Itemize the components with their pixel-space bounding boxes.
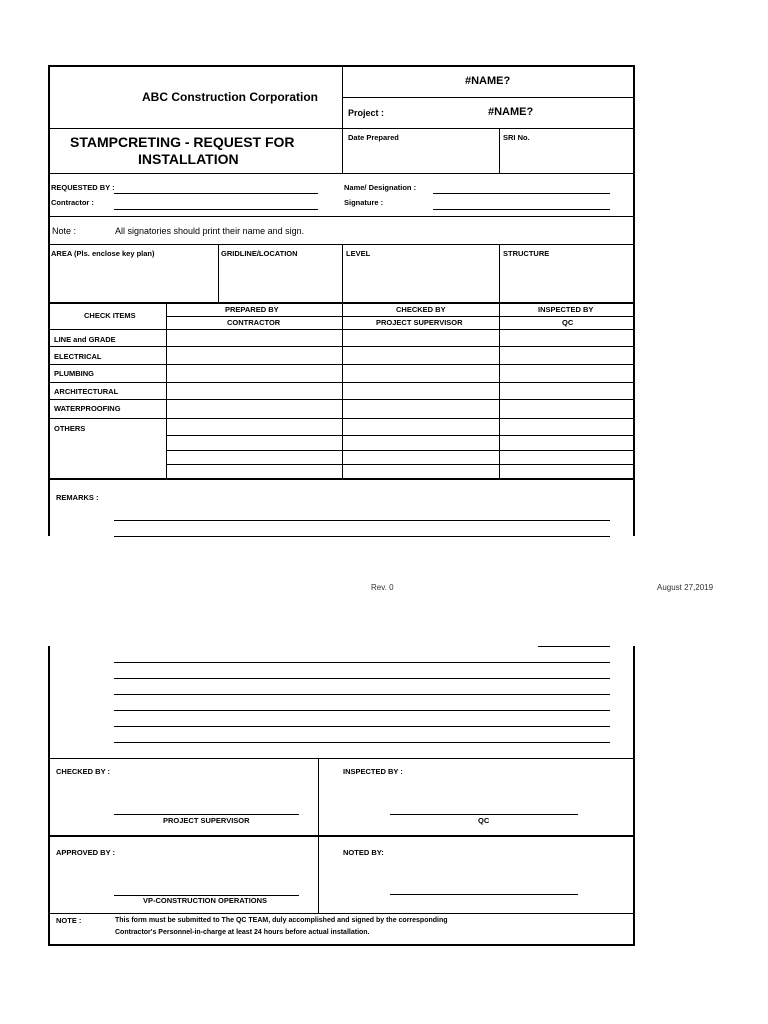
remarks-line[interactable] (114, 662, 610, 663)
project-supervisor-header: PROJECT SUPERVISOR (376, 318, 463, 327)
final-note-line2: Contractor's Personnel-in-charge at least 24 hours before actual installation. (115, 929, 370, 936)
contractor-header: CONTRACTOR (227, 318, 281, 327)
noted-by-signature-line[interactable] (390, 894, 578, 895)
remarks-line[interactable] (114, 710, 610, 711)
name-error-top: #NAME? (465, 75, 511, 87)
remarks-line[interactable] (114, 694, 610, 695)
final-note-line1: This form must be submitted to The QC TEAM, duly accomplished and signed by the corresponding (115, 917, 448, 924)
company-name: ABC Construction Corporation (142, 90, 318, 104)
supervisor-signature-line[interactable] (114, 814, 299, 815)
revision-date: August 27,2019 (657, 583, 714, 592)
requested-by-label: REQUESTED BY : (51, 183, 115, 192)
structure-label: STRUCTURE (503, 249, 550, 258)
qc-role: QC (478, 816, 490, 825)
prepared-by-header: PREPARED BY (225, 305, 279, 314)
name-designation-line[interactable] (433, 193, 610, 194)
project-value: #NAME? (488, 106, 534, 118)
check-item-architectural: ARCHITECTURAL (54, 387, 119, 396)
check-item-electrical: ELECTRICAL (54, 352, 102, 361)
approved-by-label: APPROVED BY : (56, 848, 116, 857)
form-title-line2: INSTALLATION (138, 151, 239, 167)
signature-label: Signature : (344, 198, 384, 207)
supervisor-role: PROJECT SUPERVISOR (163, 816, 250, 825)
check-item-waterproofing: WATERPROOFING (54, 404, 121, 413)
remarks-line[interactable] (114, 678, 610, 679)
noted-by-label: NOTED BY: (343, 848, 384, 857)
remarks-line[interactable] (538, 646, 610, 647)
checked-by-header: CHECKED BY (396, 305, 446, 314)
contractor-line[interactable] (114, 209, 318, 210)
gridline-label: GRIDLINE/LOCATION (221, 249, 298, 258)
name-designation-label: Name/ Designation : (344, 183, 417, 192)
remarks-line[interactable] (114, 726, 610, 727)
remarks-line[interactable] (114, 742, 610, 743)
check-items-header: CHECK ITEMS (84, 311, 136, 320)
qc-header: QC (562, 318, 574, 327)
remarks-label: REMARKS : (56, 493, 99, 502)
date-prepared-label: Date Prepared (348, 133, 399, 142)
check-item-others: OTHERS (54, 424, 86, 433)
inspected-by-label: INSPECTED BY : (343, 767, 403, 776)
check-item-plumbing: PLUMBING (54, 369, 94, 378)
form-title-line1: STAMPCRETING - REQUEST FOR (70, 134, 295, 150)
revision-label: Rev. 0 (371, 583, 394, 592)
remarks-line[interactable] (114, 536, 610, 537)
inspected-by-header: INSPECTED BY (538, 305, 594, 314)
vp-role: VP-CONSTRUCTION OPERATIONS (143, 896, 268, 905)
requested-by-line[interactable] (114, 193, 318, 194)
area-label: AREA (Pls. enclose key plan) (51, 249, 155, 258)
remarks-line[interactable] (114, 520, 610, 521)
contractor-label: Contractor : (51, 198, 94, 207)
level-label: LEVEL (346, 249, 371, 258)
final-note-label: NOTE : (56, 916, 82, 925)
note-text: All signatories should print their name and sign. (115, 226, 305, 236)
project-label: Project : (348, 108, 385, 118)
signature-line[interactable] (433, 209, 610, 210)
checked-by-label: CHECKED BY : (56, 767, 111, 776)
note-label: Note : (52, 226, 77, 236)
check-item-line-grade: LINE and GRADE (54, 335, 116, 344)
sri-label: SRI No. (503, 133, 530, 142)
qc-signature-line[interactable] (390, 814, 578, 815)
